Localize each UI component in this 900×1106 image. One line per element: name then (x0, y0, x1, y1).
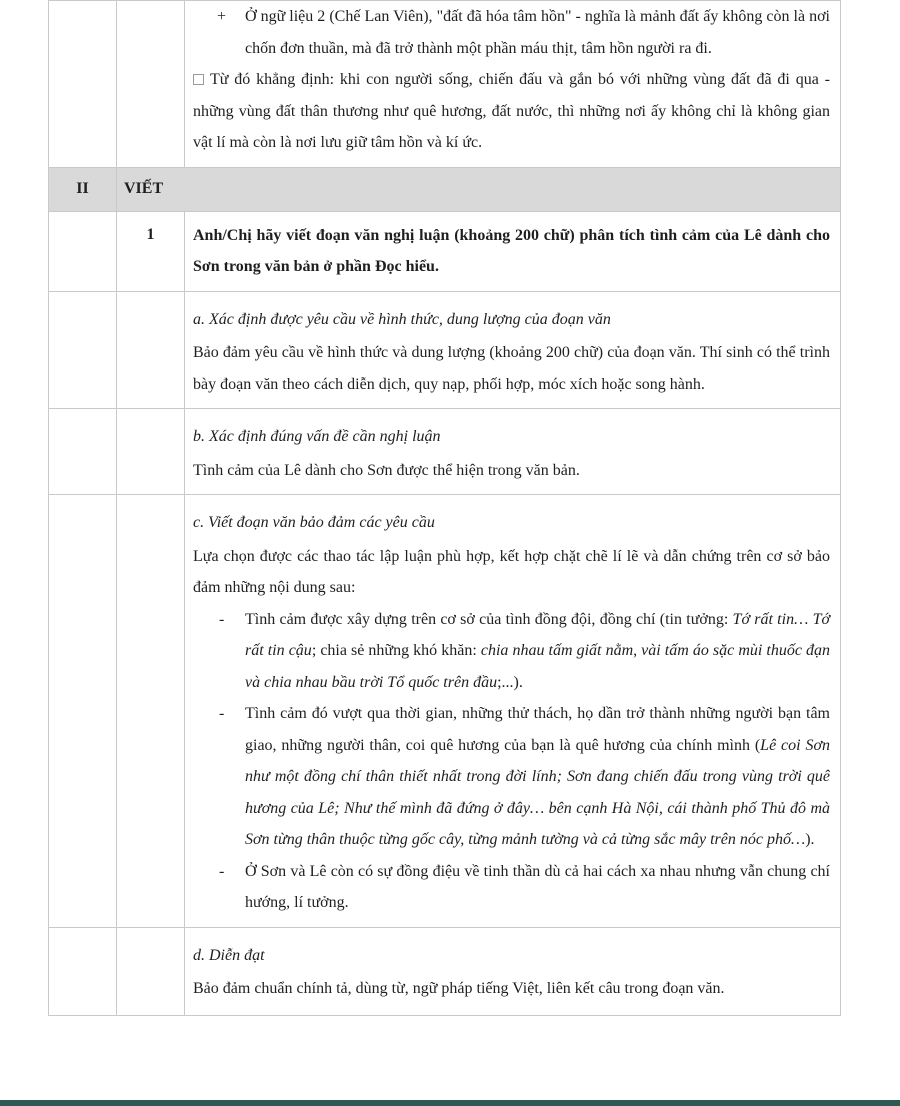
criterion-b-row (49, 409, 841, 495)
criterion-a-heading: a. Xác định được yêu cầu về hình thức, dung lượng của đoạn văn (193, 310, 611, 328)
criterion-b-heading: b. Xác định đúng vấn đề cần nghị luận (193, 428, 441, 445)
section-title: VIẾT (117, 167, 841, 211)
list-item (193, 698, 830, 856)
list-item-text: ). (805, 831, 815, 848)
criterion-c-heading: c. Viết đoạn văn bảo đảm các yêu cầu (193, 514, 435, 531)
quote-text: Tớ rất tin… Tớ rất tin cậu (245, 610, 831, 659)
quote-text: chia nhau tấm giất nằm, vài tấm áo sặc mùi thuốc đạn và chia nhau bầu trời Tổ quốc trên đầu (245, 642, 831, 691)
criterion-d-heading: d. Diễn đạt (193, 946, 265, 964)
question-row (49, 211, 841, 291)
list-item-text: Tình cảm đó vượt qua thời gian, những thử thách, họ dần trở thành những người bạn tâm giao, những người thân, coi quê hương của bạn là quê hương của chính mình ( (245, 705, 830, 754)
plus-marker: + (217, 8, 227, 25)
criterion-c-row (49, 495, 841, 928)
list-item-text: Tình cảm được xây dựng trên cơ sở của tình đồng đội, đồng chí (tin tưởng: (245, 610, 733, 628)
list-item (193, 604, 830, 699)
criterion-d-row (49, 927, 841, 1015)
plus-item-text: Ở ngữ liệu 2 (Chế Lan Viên), "đất đã hóa tâm hồn" - nghĩa là mảnh đất ấy không còn là nơi chốn đơn thuần, mà đã trở thành một phần máu thịt, tâm hồn người ra đi. (245, 8, 830, 57)
criterion-c-body: Lựa chọn được các thao tác lập luận phù hợp, kết hợp chặt chẽ lí lẽ và dẫn chứng trên cơ sở bảo đảm những nội dung sau: (193, 547, 830, 596)
list-item (193, 856, 830, 919)
dash-marker: - (219, 705, 225, 722)
quote-text: Lê coi Sơn như một đồng chí thân thiết nhất trong đời lính; Sơn đang chiến đấu trong vùng trời quê hương của Lê; Như thế mình đã đứng ở đây… bên cạnh Hà Nội, cái thành phố Thủ đô mà Sơn từng thân thuộc từng gốc cây, từng mảnh tường và cả từng sắc mây trên nóc phố… (245, 736, 830, 848)
table-row (49, 1, 841, 168)
section-label: II (49, 167, 117, 211)
dash-marker: - (219, 862, 225, 880)
answer-key-table (48, 0, 841, 1016)
dash-marker: - (219, 610, 225, 628)
criterion-a-row (49, 291, 841, 409)
list-item-text: Ở Sơn và Lê còn có sự đồng điệu về tinh thần dù cả hai cách xa nhau nhưng vẫn chung chí hướng, lí tưởng. (245, 862, 830, 911)
bottom-bar (0, 1100, 900, 1106)
conclusion-text: Từ đó khẳng định: khi con người sống, chiến đấu và gắn bó với những vùng đất đã đi qua - những vùng đất thân thương như quê hương, đất nước, thì những nơi ấy không chỉ là không gian vật lí mà còn là nơi lưu giữ tâm hồn và kí ức. (193, 71, 830, 151)
plus-item (193, 1, 830, 64)
conclusion-paragraph (193, 64, 830, 159)
criterion-b-body: Tình cảm của Lê dành cho Sơn được thể hiện trong văn bản. (193, 461, 580, 479)
question-prompt: Anh/Chị hãy viết đoạn văn nghị luận (khoảng 200 chữ) phân tích tình cảm của Lê dành cho Sơn trong văn bản ở phần Đọc hiểu. (193, 226, 830, 275)
criterion-a-body: Bảo đảm yêu cầu về hình thức và dung lượng (khoảng 200 chữ) của đoạn văn. Thí sinh có thể trình bày đoạn văn theo cách diễn dịch, quy nạp, phối hợp, móc xích hoặc song hành. (193, 344, 830, 393)
section-header-row (49, 167, 841, 211)
question-number: 1 (117, 211, 185, 291)
list-item-text: ; chia sẻ những khó khăn: (311, 642, 481, 659)
checkbox-glyph-icon (193, 74, 204, 85)
list-item-text: ;...). (497, 673, 523, 691)
criterion-d-body: Bảo đảm chuẩn chính tả, dùng từ, ngữ pháp tiếng Việt, liên kết câu trong đoạn văn. (193, 980, 725, 997)
